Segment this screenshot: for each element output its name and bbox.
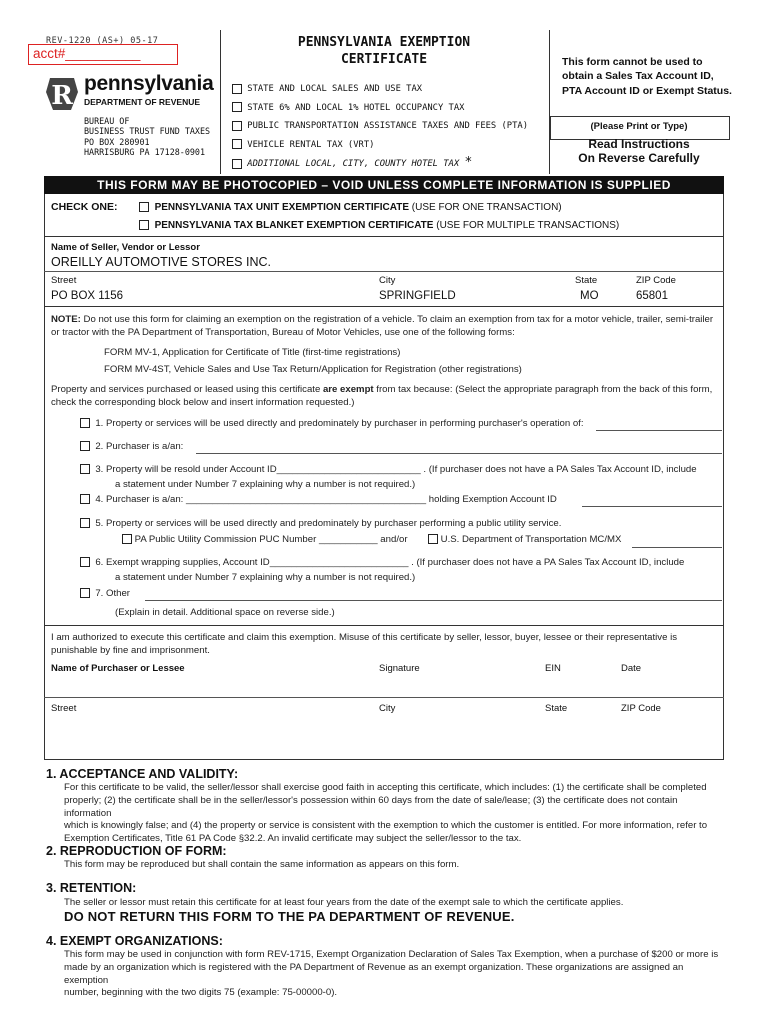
acceptance-title: 1. ACCEPTANCE AND VALIDITY: [46,767,239,781]
exempt-orgs-line: number, beginning with the two digits 75 (example: 75-00000-0). [64,987,338,999]
item-1[interactable] [80,418,584,431]
item-6-text: 6. Exempt wrapping supplies, Account ID__________________________ . (If purchaser does not have a PA Sales Tax Account ID, include [95,557,685,568]
item-6[interactable] [80,557,684,570]
acct-field-text: acct#__________ [33,46,141,61]
seller-city-value[interactable]: SPRINGFIELD [379,290,456,302]
property-text: check the corresponding block below and insert information requested.) [51,396,355,408]
form-title-line2: CERTIFICATE [340,52,428,67]
item-3-checkbox[interactable] [80,464,90,474]
item-7-text: 7. Other [95,588,131,599]
item-7[interactable] [80,588,130,601]
seller-city-label: City [379,275,396,286]
divider [44,306,724,307]
form-title-line1: PENNSYLVANIA EXEMPTION [297,35,471,50]
reproduction-title: 2. REPRODUCTION OF FORM: [46,844,227,858]
seller-name-label: Name of Seller, Vendor or Lessor [51,242,200,253]
tax-option-label: STATE 6% AND LOCAL 1% HOTEL OCCUPANCY TAX [247,102,465,113]
date-label: Date [621,663,642,674]
blanket-certificate-checkbox[interactable] [139,220,149,230]
property-emph: are exempt [322,384,374,395]
seller-name-value[interactable]: OREILLY AUTOMOTIVE STORES INC. [51,255,271,269]
bureau-line: BUSINESS TRUST FUND TAXES [84,126,211,137]
item-5-puc[interactable] [122,534,408,547]
note-text: or tractor with the PA Department of Transportation, Bureau of Motor Vehicles, use one of the following forms: [51,326,515,338]
seller-street-label: Street [51,275,77,286]
exempt-orgs-text [64,949,724,1000]
bureau-line: PO BOX 280901 [84,136,150,147]
tax-option-label: PUBLIC TRANSPORTATION ASSISTANCE TAXES AND FEES (PTA) [247,121,528,132]
seller-state-value[interactable]: MO [580,290,599,302]
tax-option-label: STATE AND LOCAL SALES AND USE TAX [247,84,423,94]
item-1-field[interactable] [596,430,722,431]
acceptance-line: which is knowingly false; and (4) the property or service is consistent with the exemption to which the customer is entitled. For more information, refer to [64,820,708,832]
blanket-certificate-note: (USE FOR MULTIPLE TRANSACTIONS) [433,220,620,231]
dot-text: U.S. Department of Transportation MC/MX [440,534,622,545]
note-label: NOTE: [51,314,81,325]
note-text: Do not use this form for claiming an exemption on the registration of a vehicle. To claim an exemption from tax for a motor vehicle, trailer, semi-trailer [80,314,714,325]
item-7-checkbox[interactable] [80,588,90,598]
item-4-text: 4. Purchaser is a/an: _____________________________________________ holding Exemption Account ID [95,494,557,505]
retention-title: 3. RETENTION: [46,881,137,895]
seller-state-label: State [575,275,598,286]
item-7-note: (Explain in detail. Additional space on reverse side.) [115,607,335,618]
exempt-orgs-title: 4. EXEMPT ORGANIZATIONS: [46,934,223,948]
exempt-orgs-line: made by an organization which is registered with the PA Department of Revenue as an exempt organization. These organizations are assigned an exemption [64,961,684,986]
do-not-return-warning: DO NOT RETURN THIS FORM TO THE PA DEPARTMENT OF REVENUE. [64,909,515,924]
item-2-text: 2. Purchaser is a/an: [95,441,184,452]
purchaser-state-label: State [545,703,568,714]
tax-option[interactable] [232,80,528,99]
read-instructions-2: On Reverse Carefully [578,151,700,165]
acceptance-line: properly; (2) the certificate shall be in the seller/lessor's possession within 60 days from the date of sale/lease; (3) the certificate does not contain information [64,794,678,819]
unit-certificate-checkbox[interactable] [139,202,149,212]
item-5-dot[interactable] [428,534,621,547]
item-6-note: a statement under Number 7 explaining why a number is not required.) [115,572,416,583]
property-text: Property and services purchased or leased using this certificate [51,384,323,395]
tax-option-checkbox[interactable] [232,121,242,131]
blanket-certificate-title: PENNSYLVANIA TAX BLANKET EXEMPTION CERTIFICATE [154,220,434,231]
property-statement [51,384,723,410]
item-7-field[interactable] [145,600,722,601]
notice-text: This form cannot be used to obtain a Sales Tax Account ID, PTA Account ID or Exempt Status. [562,56,732,97]
agency-name: pennsylvania [84,72,214,95]
star-mark: * [464,155,473,171]
svg-text:R: R [51,81,73,111]
acct-field[interactable] [28,44,178,65]
print-note: (Please Print or Type) [590,121,688,132]
item-3-note: a statement under Number 7 explaining why a number is not required.) [115,479,416,490]
item-5-checkbox[interactable] [80,518,90,528]
item-6-checkbox[interactable] [80,557,90,567]
item-4-checkbox[interactable] [80,494,90,504]
item-4-field[interactable] [582,506,722,507]
unit-certificate-note: (USE FOR ONE TRANSACTION) [409,202,562,213]
photocopy-banner [44,176,724,194]
acceptance-text [64,782,724,846]
item-2-checkbox[interactable] [80,441,90,451]
signature-label: Signature [379,663,420,674]
tax-option[interactable] [232,154,528,174]
form-mv4st: FORM MV-4ST, Vehicle Sales and Use Tax Return/Application for Registration (other registrations) [104,364,522,375]
banner-text: THIS FORM MAY BE PHOTOCOPIED – VOID UNLESS COMPLETE INFORMATION IS SUPPLIED [97,178,671,192]
item-1-text: 1. Property or services will be used directly and predominately by purchaser in performing purchaser's operation of: [95,418,584,429]
purchaser-street-label: Street [51,703,77,714]
tax-option[interactable] [232,136,528,155]
item-5-text: 5. Property or services will be used directly and predominately by purchaser performing a public utility service. [95,518,562,529]
auth-text: I am authorized to execute this certificate and claim this exemption. Misuse of this certificate by seller, lessor, buyer, lessee or their representative is [51,632,678,643]
seller-street-value[interactable]: PO BOX 1156 [51,290,124,302]
item-2-field[interactable] [196,453,722,454]
agency-dept: DEPARTMENT OF REVENUE [84,97,201,107]
bureau-address [84,116,210,158]
tax-option-label: VEHICLE RENTAL TAX (VRT) [247,139,375,150]
tax-options [232,80,528,174]
form-id: REV-1220 (AS+) 05-17 [46,36,159,46]
tax-option-label: ADDITIONAL LOCAL, CITY, COUNTY HOTEL TAX [247,159,460,170]
keystone-logo-icon [44,76,80,112]
note-block [51,314,721,340]
tax-option[interactable] [232,99,528,118]
puc-checkbox[interactable] [122,534,132,544]
item-3-text: 3. Property will be resold under Account ID___________________________ . (If purchaser does not have a PA Sales Tax Account ID, include [95,464,697,475]
acceptance-line: For this certificate to be valid, the seller/lessor shall exercise good faith in accepting this certificate, which includes: (1) the certificate shall be completed [64,782,707,793]
tax-option-checkbox[interactable] [232,84,242,94]
item-3[interactable] [80,464,697,477]
tax-option-checkbox[interactable] [232,102,242,112]
tax-option-checkbox[interactable] [232,139,242,149]
divider [44,271,724,272]
tax-option-checkbox[interactable] [232,159,242,169]
tax-option[interactable] [232,117,528,136]
purchaser-name-label: Name of Purchaser or Lessee [51,663,185,674]
blanket-certificate-option[interactable] [139,220,619,231]
item-5[interactable] [80,518,561,531]
divider [44,625,724,626]
purchaser-zip-label: ZIP Code [621,703,661,714]
item-2[interactable] [80,441,183,454]
reproduction-text: This form may be reproduced but shall contain the same information as appears on this form. [64,859,460,870]
check-one-label: CHECK ONE: [51,201,118,213]
bureau-line: BUREAU OF [84,116,130,126]
item-1-checkbox[interactable] [80,418,90,428]
divider [44,236,724,237]
acceptance-line: Exemption Certificates, Title 61 PA Code §32.2. An invalid certificate may subject the seller/lessor to the tax. [64,833,522,845]
property-text: from tax because: (Select the appropriate paragraph from the back of this form, [373,384,713,395]
auth-text: punishable by fine and imprisonment. [51,644,210,656]
ein-label: EIN [545,663,561,674]
seller-zip-value[interactable]: 65801 [636,290,668,302]
purchaser-city-label: City [379,703,396,714]
unit-certificate-option[interactable] [139,202,562,213]
seller-zip-label: ZIP Code [636,275,676,286]
unit-certificate-title: PENNSYLVANIA TAX UNIT EXEMPTION CERTIFICATE [154,202,410,213]
item-4[interactable] [80,494,557,507]
bureau-line: HARRISBURG PA 17128-0901 [84,147,206,158]
divider [44,697,724,698]
puc-text: PA Public Utility Commission PUC Number ___________ and/or [134,534,408,545]
authorization-statement [51,632,721,658]
exempt-orgs-line: This form may be used in conjunction with form REV-1715, Exempt Organization Declaration of Sales Tax Exemption, when a purchase of $200 or more is [64,949,719,960]
read-instructions-1: Read Instructions [588,137,690,151]
retention-text: The seller or lessor must retain this certificate for at least four years from the date of the exempt sale to which the certificate applies. [64,897,624,908]
dot-checkbox[interactable] [428,534,438,544]
dot-field[interactable] [632,547,722,548]
form-mv1: FORM MV-1, Application for Certificate of Title (first-time registrations) [104,347,401,358]
